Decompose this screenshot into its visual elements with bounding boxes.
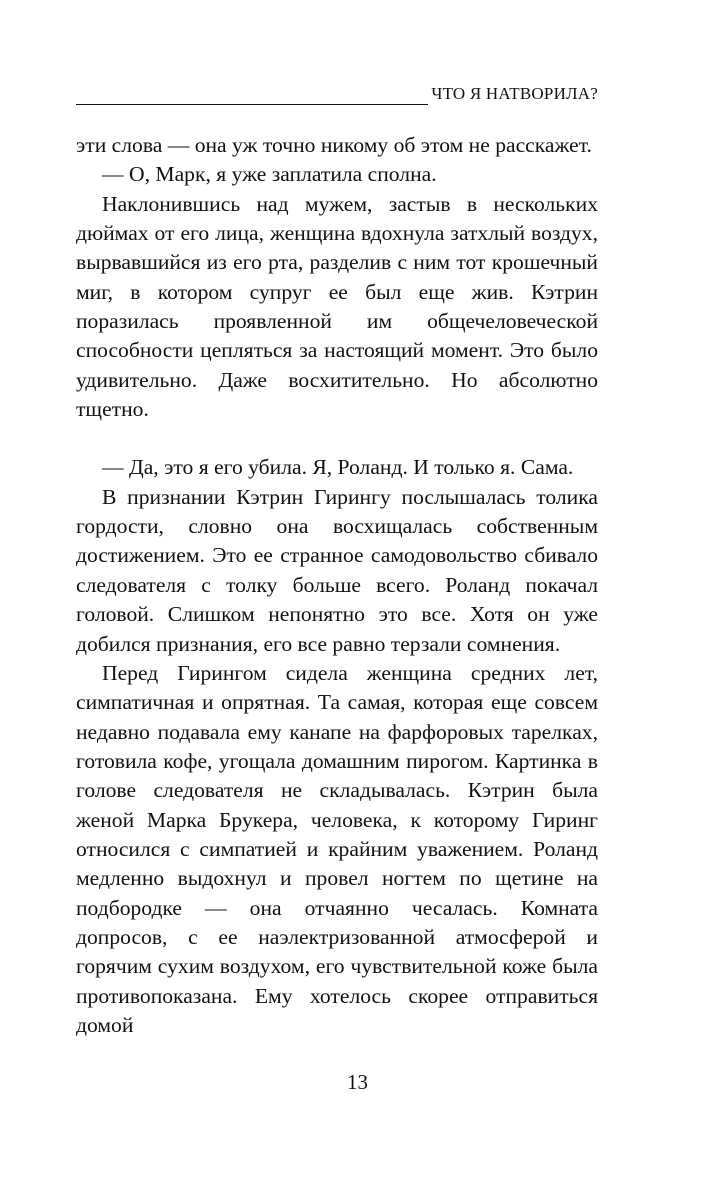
paragraph-leaning-over: Наклонившись над мужем, застыв в нескольких дюймах от его лица, женщина вдохнула затхлый воздух, вырвавшийся из его рта, разделив с ним тот крошечный миг, в котором супруг ее был еще жив. Кэтрин поразилась проявленной им общечеловеческой способности цепляться за настоящий момент. Это было удивительно. Даже восхитительно. Но абсолютно тщетно.	[76, 191, 598, 422]
paragraph-confession-pride: В признании Кэтрин Гирингу послышалась толика гордости, словно она восхищалась собственным достижением. Это ее странное самодовольство сбивало следователя с толку больше всего. Роланд покачал головой. Слишком непонятно это все. Хотя он уже добился признания, его все равно терзали сомнения.	[76, 484, 598, 656]
paragraph-interrogation: Перед Гирингом сидела женщина средних лет, симпатичная и опрятная. Та самая, которая еще совсем недавно подавала ему канапе на фарфоровых тарелках, готовила кофе, угощала домашним пирогом. Картинка в голове следователя не складывалась. Кэтрин была женой Марка Брукера, человека, к которому Гиринг относился с симпатией и крайним уважением. Роланд медленно выдохнул и провел ногтем по щетине на подбородке — она отчаянно чесалась. Комната допросов, с ее наэлектризованной атмосферой и горячим сухим воздухом, его чувствительной коже была противопоказана. Ему хотелось скорее отправиться домой	[76, 660, 598, 1037]
paragraph-dialogue-mark: — О, Марк, я уже заплатила сполна.	[102, 162, 437, 187]
paragraph-dialogue-confession: — Да, это я его убила. Я, Роланд. И только я. Сама.	[102, 455, 574, 480]
paragraph-continuation: эти слова — она уж точно никому об этом не расскажет.	[76, 133, 592, 157]
header-rule	[76, 104, 428, 105]
page-number: 13	[347, 1070, 368, 1094]
running-head-title: ЧТО Я НАТВОРИЛА?	[431, 84, 598, 103]
running-head	[76, 84, 598, 108]
body-text	[76, 131, 598, 1040]
